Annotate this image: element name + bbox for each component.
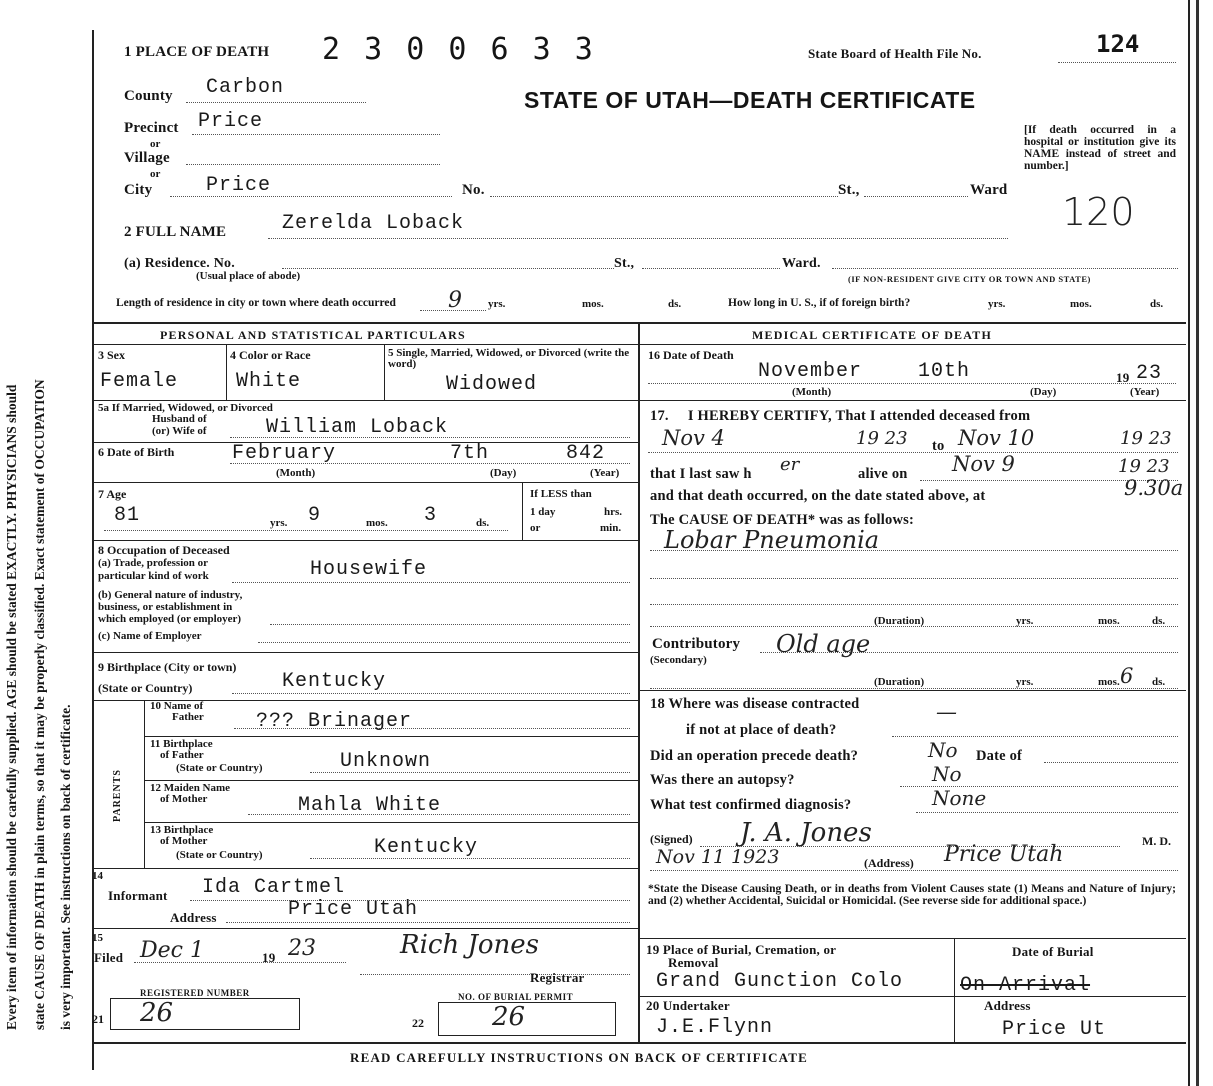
burial-permit: 26 bbox=[492, 1002, 526, 1032]
hospital-note: [If death occurred in a hospital or institution give its NAME instead of street and number.] bbox=[1024, 124, 1176, 172]
contributory-duration-months: 6 bbox=[1120, 664, 1134, 688]
dob-month-caption: (Month) bbox=[276, 467, 316, 479]
or-label-2: or bbox=[150, 168, 161, 180]
sex-color-divider bbox=[226, 344, 227, 400]
death-date-line bbox=[648, 383, 1176, 384]
place-of-death-label: 1 PLACE OF DEATH bbox=[124, 44, 270, 60]
secondary-label: (Secondary) bbox=[650, 654, 707, 666]
cause-duration-mos: mos. bbox=[1098, 615, 1120, 627]
occupation-a-line1: (a) Trade, profession or bbox=[98, 557, 208, 569]
us-ds: ds. bbox=[1150, 298, 1164, 310]
occupation-b-line1: (b) General nature of industry, bbox=[98, 589, 243, 601]
age-mos-label: mos. bbox=[366, 517, 388, 529]
county-value: Carbon bbox=[206, 76, 285, 99]
occurred-label: and that death occurred, on the date stated above, at bbox=[650, 488, 986, 504]
city-label: City bbox=[124, 182, 153, 198]
street-label: St., bbox=[838, 182, 860, 198]
death-year-prefix: 19 bbox=[1116, 370, 1130, 385]
precinct-value: Price bbox=[198, 110, 264, 133]
death-day-caption: (Day) bbox=[1030, 386, 1057, 398]
autopsy-label: Was there an autopsy? bbox=[650, 772, 795, 788]
father-label-1: 10 Name of bbox=[150, 700, 204, 712]
death-month-caption: (Month) bbox=[792, 386, 832, 398]
contributory-duration-ds: ds. bbox=[1152, 676, 1166, 688]
death-date-label: 16 Date of Death bbox=[648, 348, 734, 362]
cause-line-3 bbox=[650, 604, 1178, 605]
q18-value: — bbox=[936, 700, 957, 724]
cause-duration-label: (Duration) bbox=[874, 615, 925, 627]
occupation-b-line3: which employed (or employer) bbox=[98, 613, 242, 625]
footnote: *State the Disease Causing Death, or in deaths from Violent Causes state (1) Means and Nature of Injury; and (2) whether Accidental, Suicidal or Homicidal. (See reverse side for additional space.) bbox=[648, 883, 1176, 907]
signer-address-label: (Address) bbox=[864, 856, 914, 870]
age-less-divider bbox=[522, 482, 523, 540]
file-number-label: State Board of Health File No. bbox=[808, 46, 982, 61]
length-mos: mos. bbox=[582, 298, 604, 310]
length-ds: ds. bbox=[668, 298, 682, 310]
filed-year-prefix: 19 bbox=[262, 950, 276, 965]
death-date-bottom bbox=[638, 400, 1186, 401]
residence-sub: (Usual place of abode) bbox=[196, 270, 301, 282]
last-saw-pronoun: er bbox=[780, 454, 800, 475]
burial-date-divider bbox=[954, 938, 955, 1042]
row-5a-bottom bbox=[92, 442, 638, 443]
length-yrs: yrs. bbox=[488, 298, 506, 310]
paper-edge-inner bbox=[1196, 0, 1199, 1086]
street-number-line bbox=[490, 196, 838, 197]
test-value: None bbox=[932, 786, 987, 810]
autopsy-value: No bbox=[932, 762, 962, 786]
registrar-signature: Rich Jones bbox=[400, 930, 540, 960]
registered-number-box bbox=[110, 998, 300, 1030]
informant-address-label: Address bbox=[170, 910, 217, 925]
father-value: ??? Brinager bbox=[256, 710, 413, 733]
mother-value: Mahla White bbox=[298, 794, 442, 817]
operation-date-line bbox=[1044, 762, 1178, 763]
cause-value: Lobar Pneumonia bbox=[664, 526, 880, 554]
informant-address-value: Price Utah bbox=[288, 898, 419, 921]
paper-edge bbox=[1188, 0, 1190, 1086]
certificate-number: 2 3 0 0 6 3 3 bbox=[322, 32, 596, 67]
mother-label-2: of Mother bbox=[160, 793, 208, 805]
contributory-duration-label: (Duration) bbox=[874, 676, 925, 688]
side-instructions-line1: Every item of information should be carefully supplied. AGE should be stated EXACTLY. PHYSICIANS should bbox=[4, 384, 19, 1030]
death-year-caption: (Year) bbox=[1130, 386, 1160, 398]
signer-address-line bbox=[650, 870, 1178, 871]
last-saw-label: that I last saw h bbox=[650, 466, 752, 482]
row-3-bottom bbox=[92, 400, 638, 401]
cause-duration-ds: ds. bbox=[1152, 615, 1166, 627]
color-label: 4 Color or Race bbox=[230, 348, 311, 362]
last-saw-date: Nov 9 bbox=[952, 452, 1015, 476]
full-name-line bbox=[268, 238, 1008, 239]
residence-ward-line bbox=[832, 268, 1178, 269]
marital-label: 5 Single, Married, Widowed, or Divorced (write the word) bbox=[388, 347, 630, 370]
age-days: 3 bbox=[424, 504, 438, 527]
certificate-title: STATE OF UTAH—DEATH CERTIFICATE bbox=[524, 87, 976, 113]
filed-date: Dec 1 bbox=[140, 938, 204, 963]
burial-permit-caption: NO. OF BURIAL PERMIT bbox=[458, 992, 574, 1002]
sex-label: 3 Sex bbox=[98, 348, 125, 362]
employer-label: (c) Name of Employer bbox=[98, 630, 202, 642]
age-label: 7 Age bbox=[98, 487, 127, 501]
us-mos: mos. bbox=[1070, 298, 1092, 310]
sex-value: Female bbox=[100, 370, 179, 393]
row-8-bottom bbox=[92, 652, 638, 653]
physician-signature: J. A. Jones bbox=[740, 818, 872, 848]
medical-bottom bbox=[638, 938, 1186, 939]
registered-number-caption: REGISTERED NUMBER bbox=[140, 988, 250, 998]
industry-line bbox=[270, 624, 630, 625]
contributory-duration-mos: mos. bbox=[1098, 676, 1120, 688]
length-residence-label: Length of residence in city or town where death occurred bbox=[116, 297, 396, 309]
birthplace-sub: (State or Country) bbox=[98, 681, 193, 695]
contributory-duration-yrs: yrs. bbox=[1016, 676, 1034, 688]
age-years: 81 bbox=[114, 504, 141, 527]
section-title-line-left bbox=[92, 344, 638, 345]
parents-bottom bbox=[92, 868, 638, 869]
signer-address: Price Utah bbox=[944, 842, 1064, 867]
death-time: 9.30a bbox=[1124, 476, 1184, 500]
age-months: 9 bbox=[308, 504, 322, 527]
us-yrs: yrs. bbox=[988, 298, 1006, 310]
burial-place-value: Grand Gunction Colo bbox=[656, 970, 904, 993]
registrar-label: Registrar bbox=[530, 970, 585, 985]
full-name-value: Zerelda Loback bbox=[282, 212, 465, 235]
mother-label-1: 12 Maiden Name bbox=[150, 782, 231, 794]
death-month: November bbox=[758, 360, 863, 383]
filed-year: 23 bbox=[288, 936, 316, 961]
less-day-label: 1 day bbox=[530, 506, 556, 518]
registered-number: 26 bbox=[140, 998, 174, 1028]
test-line bbox=[916, 812, 1178, 813]
age-line bbox=[104, 530, 508, 531]
father-bottom bbox=[144, 736, 638, 737]
form-left-border bbox=[92, 30, 94, 1070]
margin-note: 120 bbox=[1062, 190, 1135, 234]
less-or-label: or bbox=[530, 522, 541, 534]
village-line bbox=[186, 164, 440, 165]
mother-birthplace-label-3: (State or Country) bbox=[176, 849, 263, 861]
file-number: 124 bbox=[1096, 30, 1140, 58]
cause-label: The CAUSE OF DEATH* was as follows: bbox=[650, 512, 914, 528]
city-value: Price bbox=[206, 174, 272, 197]
informant-bottom bbox=[92, 928, 638, 929]
occupation-label: 8 Occupation of Deceased bbox=[98, 543, 230, 557]
residence-st-line bbox=[642, 268, 780, 269]
file-number-line bbox=[1058, 62, 1176, 63]
father-birthplace-label-2: of Father bbox=[160, 749, 204, 761]
county-label: County bbox=[124, 88, 173, 104]
street-number-label: No. bbox=[462, 182, 485, 198]
death-day: 10th bbox=[918, 360, 971, 383]
undertaker-address-label: Address bbox=[984, 998, 1031, 1013]
residence-line bbox=[282, 268, 614, 269]
field-21-label: 21 bbox=[92, 1012, 104, 1026]
full-name-label: 2 FULL NAME bbox=[124, 224, 227, 240]
undertaker-address-value: Price Ut bbox=[1002, 1018, 1107, 1041]
alive-on-label: alive on bbox=[858, 466, 908, 482]
grid-center bbox=[638, 322, 640, 1042]
filed-number: 15 bbox=[92, 932, 103, 944]
contributory-label: Contributory bbox=[652, 636, 741, 652]
operation-value: No bbox=[928, 738, 958, 762]
dob-day: 7th bbox=[450, 442, 490, 465]
personal-section-title: PERSONAL AND STATISTICAL PARTICULARS bbox=[160, 328, 466, 342]
precinct-line bbox=[192, 134, 440, 135]
row-6-bottom bbox=[92, 482, 638, 483]
attended-from: Nov 4 bbox=[662, 426, 725, 450]
birthplace-line bbox=[232, 693, 630, 694]
color-marital-divider bbox=[384, 344, 385, 400]
residence-label: (a) Residence. No. bbox=[124, 256, 235, 271]
operation-date-label: Date of bbox=[976, 748, 1023, 764]
attended-from-year: 19 23 bbox=[856, 428, 908, 449]
death-year: 23 bbox=[1136, 362, 1163, 385]
precinct-label: Precinct bbox=[124, 120, 179, 136]
contributory-value: Old age bbox=[776, 630, 871, 658]
birthplace-label: 9 Birthplace (City or town) bbox=[98, 660, 237, 674]
burial-row-bottom bbox=[638, 996, 1186, 997]
attended-line bbox=[648, 452, 1178, 453]
father-birthplace-label-1: 11 Birthplace bbox=[150, 738, 213, 750]
age-ds-label: ds. bbox=[476, 517, 490, 529]
street-ward-line bbox=[864, 196, 968, 197]
parents-divider bbox=[144, 700, 145, 868]
operation-label: Did an operation precede death? bbox=[650, 748, 859, 764]
parents-label: PARENTS bbox=[112, 769, 123, 822]
village-label: Village bbox=[124, 150, 170, 166]
burial-place-label-2: Removal bbox=[668, 955, 719, 970]
residence-st-label: St., bbox=[614, 256, 635, 271]
spouse-value: William Loback bbox=[266, 416, 449, 439]
dob-year: 842 bbox=[566, 442, 606, 465]
dob-day-caption: (Day) bbox=[490, 467, 517, 479]
attended-to: Nov 10 bbox=[958, 426, 1035, 450]
length-residence-value: 9 bbox=[448, 288, 462, 313]
informant-label: Informant bbox=[108, 888, 168, 903]
registrar-line bbox=[360, 974, 630, 975]
employer-line bbox=[258, 642, 630, 643]
nonresident-note: (IF NON-RESIDENT GIVE CITY OR TOWN AND STATE) bbox=[848, 274, 1091, 284]
burial-date-label: Date of Burial bbox=[1012, 944, 1094, 959]
certify-statement: 17. I HEREBY CERTIFY, That I attended deceased from bbox=[650, 408, 1031, 424]
us-residence-label: How long in U. S., if of foreign birth? bbox=[728, 297, 911, 309]
informant-number: 14 bbox=[92, 870, 103, 882]
md-label: M. D. bbox=[1142, 834, 1171, 848]
signed-date: Nov 11 1923 bbox=[656, 846, 780, 868]
informant-value: Ida Cartmel bbox=[202, 876, 346, 899]
county-line bbox=[186, 102, 366, 103]
contributory-duration-line bbox=[650, 688, 1178, 689]
mother-birthplace-value: Kentucky bbox=[374, 836, 479, 859]
mother-birthplace-label-1: 13 Birthplace bbox=[150, 824, 214, 836]
father-bp-bottom bbox=[144, 780, 638, 781]
dob-month: February bbox=[232, 442, 337, 465]
cause-section-bottom bbox=[638, 690, 1186, 691]
field-22-label: 22 bbox=[412, 1016, 424, 1030]
father-birthplace-value: Unknown bbox=[340, 750, 432, 773]
father-label-2: Father bbox=[172, 711, 204, 723]
burial-date-value: On Arrival bbox=[960, 974, 1091, 997]
occupation-a-line2: particular kind of work bbox=[98, 570, 209, 582]
filed-label: Filed bbox=[94, 950, 124, 965]
q18-label: 18 Where was disease contracted bbox=[650, 696, 860, 712]
less-than-label: If LESS than bbox=[530, 488, 592, 500]
spouse-label-1: 5a If Married, Widowed, or Divorced bbox=[98, 402, 273, 414]
signed-label: (Signed) bbox=[650, 832, 693, 846]
q18-sub: if not at place of death? bbox=[686, 722, 837, 738]
residence-ward-label: Ward. bbox=[782, 256, 821, 271]
last-saw-year: 19 23 bbox=[1118, 456, 1170, 477]
q18-line bbox=[892, 736, 1178, 737]
father-birthplace-label-3: (State or Country) bbox=[176, 762, 263, 774]
section-title-line-right bbox=[638, 344, 1186, 345]
marital-value: Widowed bbox=[446, 373, 538, 396]
less-min-label: min. bbox=[600, 522, 622, 534]
attended-to-label: to bbox=[932, 438, 945, 454]
ward-label: Ward bbox=[970, 182, 1008, 198]
cause-duration-yrs: yrs. bbox=[1016, 615, 1034, 627]
side-instructions-line2: state CAUSE OF DEATH in plain terms, so that it may be properly classified. Exact statement of OCCUPATION bbox=[32, 379, 47, 1030]
occupation-line bbox=[232, 582, 630, 583]
footer-text: READ CAREFULLY INSTRUCTIONS ON BACK OF CERTIFICATE bbox=[350, 1050, 809, 1065]
less-hrs-label: hrs. bbox=[604, 506, 623, 518]
spouse-label-3: (or) Wife of bbox=[152, 425, 207, 437]
occupation-b-line2: business, or establishment in bbox=[98, 601, 233, 613]
birthplace-value: Kentucky bbox=[282, 670, 387, 693]
row-7-bottom bbox=[92, 540, 638, 541]
burial-place-label-1: 19 Place of Burial, Cremation, or bbox=[646, 942, 837, 957]
spouse-label-2: Husband of bbox=[152, 413, 207, 425]
cause-line-2 bbox=[650, 578, 1178, 579]
undertaker-value: J.E.Flynn bbox=[656, 1016, 774, 1039]
undertaker-label: 20 Undertaker bbox=[646, 998, 730, 1013]
occupation-value: Housewife bbox=[310, 558, 428, 581]
informant-address-line bbox=[226, 922, 630, 923]
color-value: White bbox=[236, 370, 302, 393]
or-label-1: or bbox=[150, 138, 161, 150]
mother-bottom bbox=[144, 822, 638, 823]
attended-to-year: 19 23 bbox=[1120, 428, 1172, 449]
burial-permit-box bbox=[438, 1002, 616, 1036]
dob-label: 6 Date of Birth bbox=[98, 445, 175, 459]
dob-year-caption: (Year) bbox=[590, 467, 620, 479]
footer-line bbox=[92, 1042, 1186, 1044]
mother-birthplace-label-2: of Mother bbox=[160, 835, 208, 847]
medical-section-title: MEDICAL CERTIFICATE OF DEATH bbox=[752, 328, 992, 342]
test-label: What test confirmed diagnosis? bbox=[650, 797, 852, 813]
age-yrs-label: yrs. bbox=[270, 517, 288, 529]
side-instructions-line3: is very important. See instructions on back of certificate. bbox=[58, 704, 73, 1030]
